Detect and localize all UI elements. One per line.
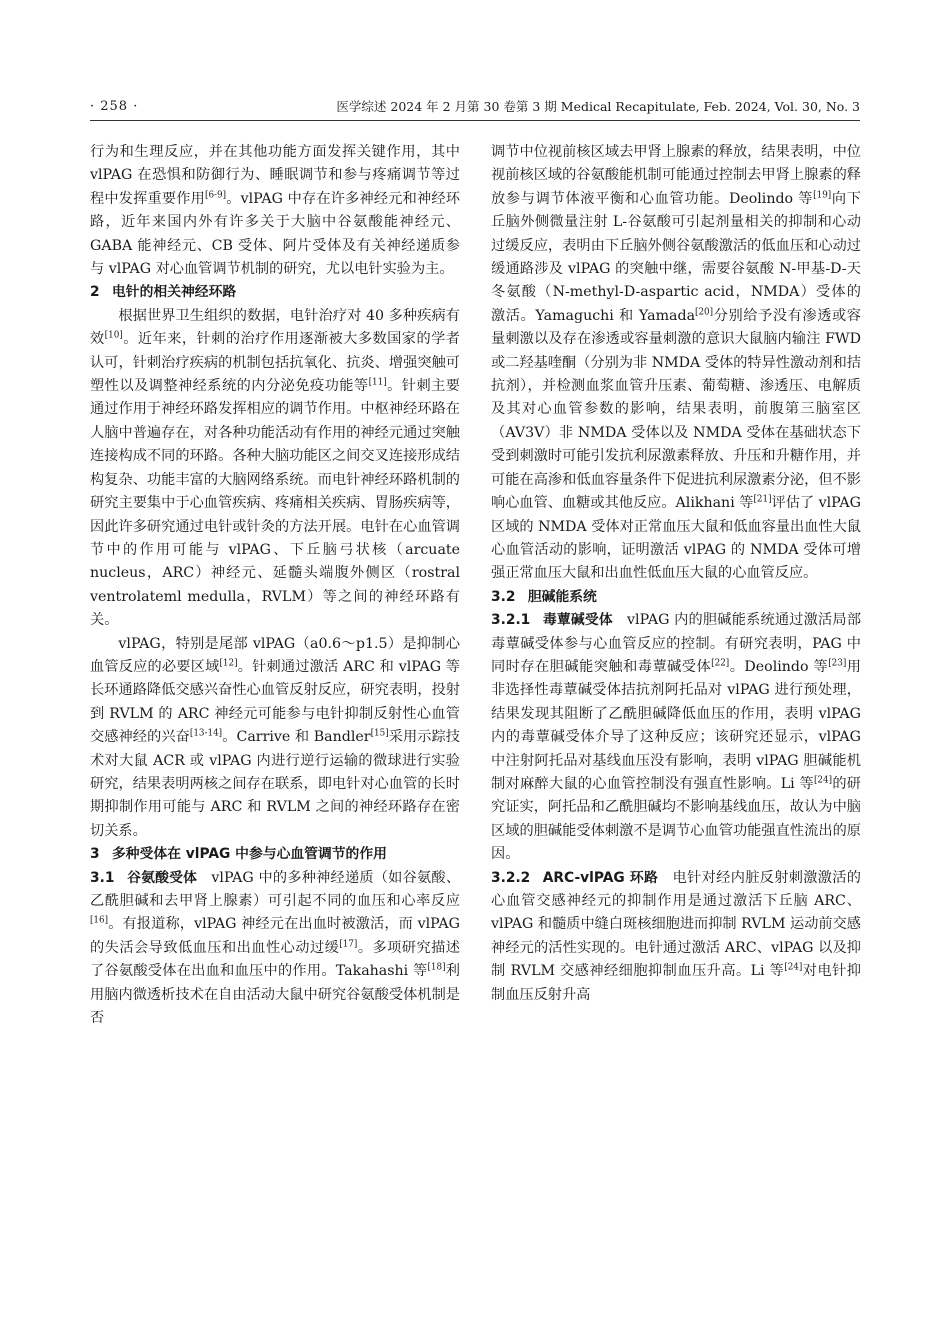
citation: [22] bbox=[711, 658, 730, 669]
citation: [11] bbox=[368, 377, 387, 388]
subsection-heading-3-1: 3.1 谷氨酸受体 bbox=[90, 869, 198, 886]
citation: [19] bbox=[813, 190, 832, 201]
section-heading-3: 3 多种受体在 vlPAG 中参与心血管调节的作用 bbox=[90, 846, 387, 863]
citation: [18] bbox=[427, 962, 446, 973]
subsection-heading-3-2-1: 3.2.1 毒蕈碱受体 bbox=[491, 612, 613, 629]
citation: [15] bbox=[370, 728, 389, 739]
subsection-heading-3-2: 3.2 胆碱能系统 bbox=[491, 588, 597, 605]
citation: [24] bbox=[784, 962, 803, 973]
paragraph: vlPAG，特别是尾部 vlPAG（a0.6～p1.5）是抑制心血管反应的必要区域[12]。针刺通过激活 ARC 和 vlPAG 等长环通路降低交感兴奋性心血管反射反应，研究表明，投射到 RVLM 的 ARC 神经元可能参与电针抑制反射性心血管交感神经的兴奋[13-14]。Carrive 和 Bandler[15]采用示踪技术对大鼠 ACR 或 vlPAG 内进行逆行运输的微球进行实验研究，结果表明两核之间存在联系，即电针对心血管的长时期抑制作用可能与 ARC 和 RVLM 之间的神经环路存在密切关系。 bbox=[90, 635, 460, 839]
paragraph: 行为和生理反应，并在其他功能方面发挥关键作用，其中 vlPAG 在恐惧和防御行为、睡眠调节和参与疼痛调节等过程中发挥重要作用[6-9]。vlPAG 中存在许多神经元和神经环路，近年来国内外有许多关于大脑中谷氨酸能神经元、GABA 能神经元、CB 受体、阿片受体及有关神经递质参与 vlPAG 对心血管调节机制的研究，尤以电针实验为主。 bbox=[90, 144, 460, 278]
citation: [16] bbox=[90, 915, 109, 926]
citation: [20] bbox=[695, 307, 714, 318]
paragraph: 根据世界卫生组织的数据，电针治疗对 40 多种疾病有效[10]。近年来，针刺的治疗作用逐渐被大多数国家的学者认可，针刺治疗疾病的机制包括抗氧化、抗炎、增强突触可塑性以及调整神经系统的内分泌免疫功能等[11]。针刺主要通过作用于神经环路发挥相应的调节作用。中枢神经环路在人脑中普遍存在，对各种功能活动有作用的神经元通过突触连接构成不同的环路。各种大脑功能区之间交叉连接形成结构复杂、功能丰富的大脑网络系统。而电针神经环路机制的研究主要集中于心血管疾病、疼痛相关疾病、胃肠疾病等，因此许多研究通过电针或针灸的方法开展。电针在心血管调节中的作用可能与 vlPAG、下丘脑弓状核（arcuate nucleus，ARC）神经元、延髓头端腹外侧区（rostral ventrolateml medulla，RVLM）等之间的神经环路有关。 bbox=[90, 307, 460, 629]
citation: [12] bbox=[219, 658, 238, 669]
paragraph: 调节中位视前核区域去甲肾上腺素的释放，结果表明，中位视前核区域的谷氨酸能机制可能通过控制去甲肾上腺素的释放参与调节体液平衡和心血管功能。Deolindo 等[19]向下丘脑外侧微量注射 L-谷氨酸可引起剂量相关的抑制和心动过缓反应，表明由下丘脑外侧谷氨酸激活的低血压和心动过缓通路涉及 vlPAG 的突触中继，需要谷氨酸 N-甲基-D-天冬氨酸（N-methyl-D-aspartic acid，NMDA）受体的激活。Yamaguchi 和 Yamada[20]分别给予没有渗透或容量刺激以及存在渗透或容量刺激的意识大鼠脑内输注 FWD 或二羟基喹酮（分别为非 NMDA 受体的特异性激动剂和拮抗剂），并检测血浆血管升压素、葡萄糖、渗透压、电解质及其对心血管参数的影响，结果表明，前腹第三脑室区（AV3V）非 NMDA 受体以及 NMDA 受体在基础状态下受到刺激时可能引发抗利尿激素释放、升压和升糖作用，并可能在高渗和低血容量条件下促进抗利尿激素分泌，但不影响心血管、血糖或其他反应。Alikhani 等[21]评估了 vlPAG 区域的 NMDA 受体对正常血压大鼠和低血容量出血性大鼠心血管活动的影响，证明激活 vlPAG 的 NMDA 受体可增强正常血压大鼠和出血性低血压大鼠的心血管反应。 bbox=[491, 144, 862, 582]
page-header bbox=[90, 98, 860, 121]
left-column bbox=[90, 141, 460, 1030]
citation: [10] bbox=[104, 330, 123, 341]
journal-running-head: 医学综述 2024 年 2 月第 30 卷第 3 期 Medical Recapitulate, Feb. 2024, Vol. 30, No. 3 bbox=[336, 99, 860, 114]
section-heading-2: 2 电针的相关神经环路 bbox=[90, 284, 237, 301]
paragraph: 3.2.1 毒蕈碱受体 vlPAG 内的胆碱能系统通过激活局部毒蕈碱受体参与心血管反应的控制。有研究表明，PAG 中同时存在胆碱能突触和毒蕈碱受体[22]。Deolindo 等[23]用非选择性毒蕈碱受体拮抗剂阿托品对 vlPAG 进行预处理，结果发现其阻断了乙酰胆碱降低血压的作用，表明 vlPAG 内的毒蕈碱受体介导了这种反应；该研究还显示，vlPAG 中注射阿托品对基线血压没有影响，表明 vlPAG 胆碱能机制对麻醉大鼠的心血管控制没有强直性影响。Li 等[24]的研究证实，阿托品和乙酰胆碱均不影响基线血压，故认为中脑区域的胆碱能受体刺激不是调节心血管功能强直性流出的原因。 bbox=[491, 612, 862, 863]
right-column bbox=[491, 141, 861, 1007]
citation: [17] bbox=[339, 939, 358, 950]
citation: [24] bbox=[813, 775, 833, 786]
paragraph: 3.2.2 ARC-vlPAG 环路 电针对经内脏反射刺激激活的心血管交感神经元的抑制作用是通过激活下丘脑 ARC、vlPAG 和髓质中缝白斑核细胞进而抑制 RVLM 运动前交感神经元的活性实现的。电针通过激活 ARC、vlPAG 以及抑制 RVLM 交感神经细胞抑制血压升高。Li 等[24]对电针抑制血压反射升高 bbox=[491, 869, 861, 1003]
citation: [23] bbox=[828, 658, 847, 669]
citation: [13-14] bbox=[189, 728, 223, 739]
citation: [6-9] bbox=[205, 190, 227, 201]
page-number: · 258 · bbox=[90, 99, 139, 114]
subsection-heading-3-2-2: 3.2.2 ARC-vlPAG 环路 bbox=[491, 869, 659, 886]
paragraph: 3.1 谷氨酸受体 vlPAG 中的多种神经递质（如谷氨酸、乙酰胆碱和去甲肾上腺素）可引起不同的血压和心率反应[16]。有报道称，vlPAG 神经元在出血时被激活，而 vlPAG 的失活会导致低血压和出血性心动过缓[17]。多项研究描述了谷氨酸受体在出血和血压中的作用。Takahashi 等[18]利用脑内微透析技术在自由活动大鼠中研究谷氨酸受体机制是否 bbox=[90, 869, 461, 1027]
citation: [21] bbox=[753, 494, 772, 505]
